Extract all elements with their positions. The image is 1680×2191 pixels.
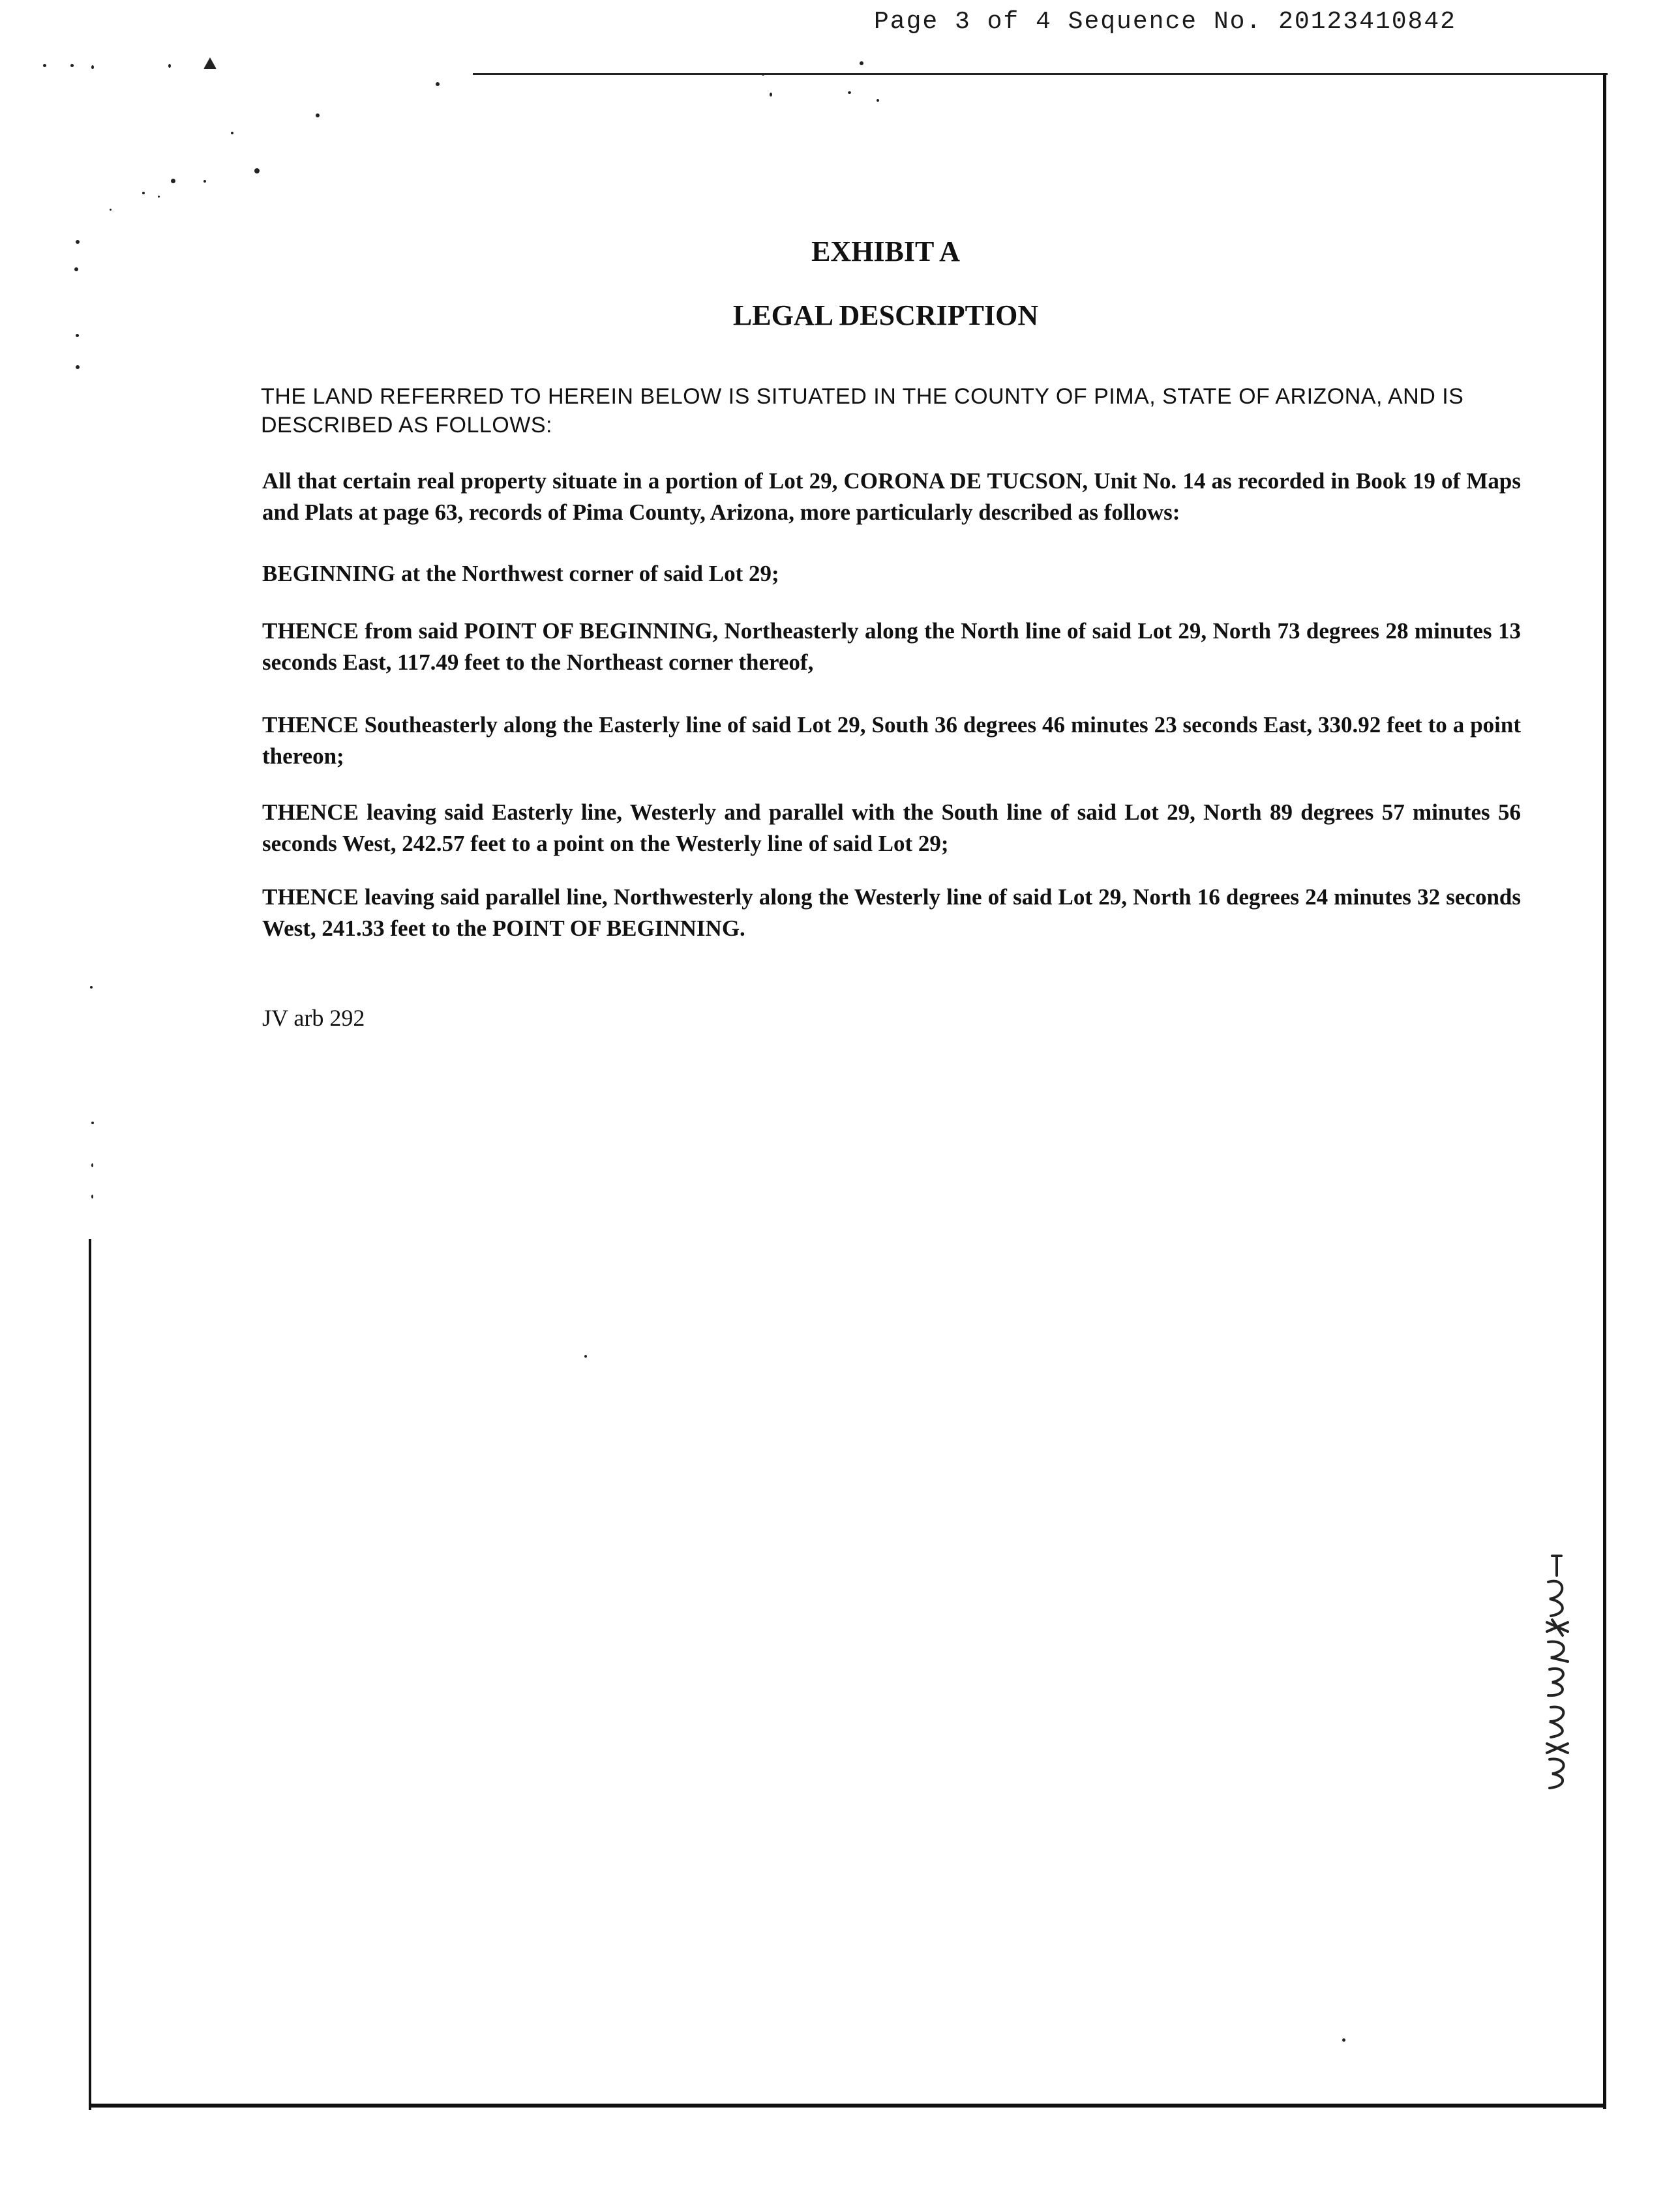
intro-paragraph: THE LAND REFERRED TO HEREIN BELOW IS SITUATED IN THE COUNTY OF PIMA, STATE OF ARIZONA, AND IS DESCRIBED AS FOLLOWS: [261,384,1464,438]
thence-paragraph-4: THENCE leaving said parallel line, Northwesterly along the Westerly line of said Lot 29, North 16 degrees 24 minutes 32 seconds West, 241.33 feet to the POINT OF BEGINNING. [262,884,1521,941]
description-paragraph: All that certain real property situate in a portion of Lot 29, CORONA DE TUCSON, Unit No. 14 as recorded in Book 19 of Maps and Plats at page 63, records of Pima County, Arizona, more particularly described as follows: [262,468,1521,525]
thence-paragraph-3: THENCE leaving said Easterly line, Westerly and parallel with the South line of said Lot 29, North 89 degrees 57 minutes 56 seconds West, 242.57 feet to a point on the Westerly line of said Lot 29; [262,799,1521,856]
exhibit-title: EXHIBIT A [811,235,960,267]
thence-paragraph-2: THENCE Southeasterly along the Easterly line of said Lot 29, South 36 degrees 46 minutes 23 seconds East, 330.92 feet to a point thereon; [262,712,1521,769]
preparer-initials: JV arb 292 [262,1005,365,1031]
page-border-left [89,1239,91,2110]
thence-paragraph-1: THENCE from said POINT OF BEGINNING, Northeasterly along the North line of said Lot 29, North 73 degrees 28 minutes 13 seconds East, 117.49 feet to the Northeast corner thereof, [262,618,1521,675]
page-border-bottom [89,2104,1606,2108]
page-border-right [1603,73,1606,2109]
recording-number-stamp [1539,1551,1578,1792]
page-sequence-header: Page 3 of 4 Sequence No. 20123410842 [874,8,1456,36]
beginning-paragraph: BEGINNING at the Northwest corner of said Lot 29; [262,561,779,586]
page-border-top [473,73,1608,75]
section-title: LEGAL DESCRIPTION [732,299,1039,331]
